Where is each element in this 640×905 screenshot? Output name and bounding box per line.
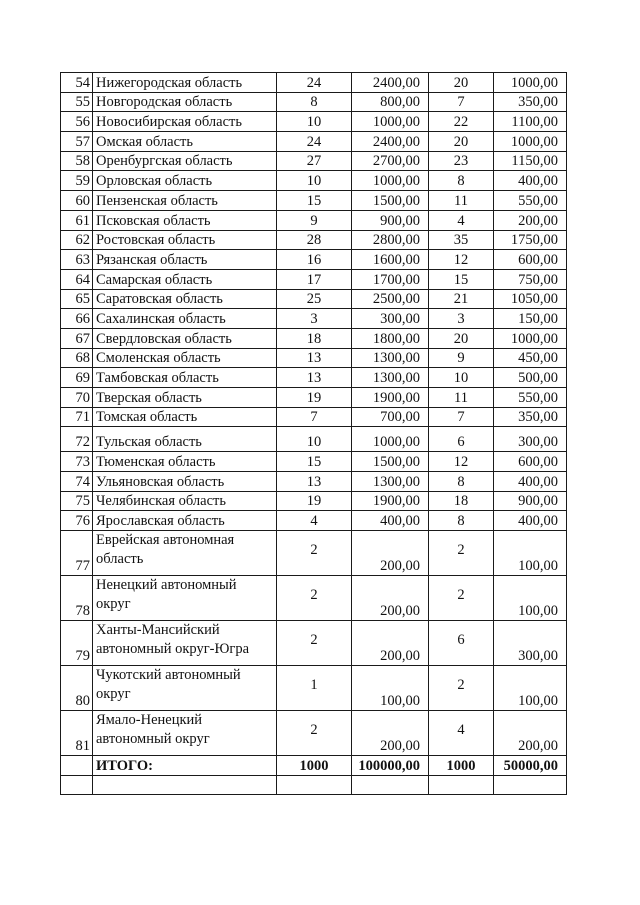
region-name: Челябинская область — [93, 491, 277, 511]
total-a: 1000 — [277, 756, 352, 776]
table-row — [61, 250, 567, 270]
value-a: 13 — [277, 472, 352, 492]
value-c: 10 — [429, 368, 494, 388]
row-number: 57 — [61, 132, 93, 152]
region-name: Нижегородская область — [93, 73, 277, 93]
value-a: 16 — [277, 250, 352, 270]
region-name: Омская область — [93, 132, 277, 152]
total-label: ИТОГО: — [93, 756, 277, 776]
row-number: 59 — [61, 171, 93, 191]
row-number: 54 — [61, 73, 93, 93]
value-d: 200,00 — [494, 711, 567, 756]
row-number: 75 — [61, 491, 93, 511]
row-number: 71 — [61, 407, 93, 427]
table-row — [61, 73, 567, 93]
total-row — [61, 756, 567, 776]
value-c: 3 — [429, 309, 494, 329]
value-a: 19 — [277, 491, 352, 511]
table-row — [61, 472, 567, 492]
value-a: 25 — [277, 289, 352, 309]
table-row — [61, 491, 567, 511]
table-row — [61, 666, 567, 711]
region-name: Рязанская область — [93, 250, 277, 270]
table-row — [61, 92, 567, 112]
value-d: 550,00 — [494, 388, 567, 408]
value-a: 15 — [277, 191, 352, 211]
value-b: 300,00 — [352, 309, 429, 329]
region-name: Новосибирская область — [93, 112, 277, 132]
value-b: 400,00 — [352, 511, 429, 531]
region-name: Ханты-Мансийский автономный округ-Югра — [93, 621, 277, 666]
value-c: 2 — [429, 666, 494, 711]
value-b: 1000,00 — [352, 112, 429, 132]
table-row — [61, 348, 567, 368]
value-b: 1500,00 — [352, 452, 429, 472]
table-row — [61, 171, 567, 191]
table-row — [61, 289, 567, 309]
value-c: 8 — [429, 472, 494, 492]
value-b: 1600,00 — [352, 250, 429, 270]
value-c: 15 — [429, 269, 494, 289]
table-row — [61, 230, 567, 250]
value-d: 400,00 — [494, 472, 567, 492]
table-row — [61, 191, 567, 211]
empty-cell — [277, 775, 352, 794]
region-name: Тульская область — [93, 427, 277, 452]
table-row — [61, 407, 567, 427]
value-d: 1100,00 — [494, 112, 567, 132]
value-d: 500,00 — [494, 368, 567, 388]
table-row — [61, 151, 567, 171]
value-c: 7 — [429, 92, 494, 112]
value-d: 900,00 — [494, 491, 567, 511]
value-b: 2400,00 — [352, 73, 429, 93]
total-c: 1000 — [429, 756, 494, 776]
value-b: 1800,00 — [352, 328, 429, 348]
value-b: 800,00 — [352, 92, 429, 112]
regions-table — [60, 72, 567, 795]
row-number: 68 — [61, 348, 93, 368]
value-d: 300,00 — [494, 427, 567, 452]
value-a: 3 — [277, 309, 352, 329]
value-b: 2700,00 — [352, 151, 429, 171]
value-b: 100,00 — [352, 666, 429, 711]
value-c: 2 — [429, 576, 494, 621]
value-b: 2500,00 — [352, 289, 429, 309]
row-number: 70 — [61, 388, 93, 408]
table-row — [61, 368, 567, 388]
region-name: Свердловская область — [93, 328, 277, 348]
value-c: 8 — [429, 171, 494, 191]
table-row — [61, 711, 567, 756]
table-row — [61, 388, 567, 408]
table-row — [61, 269, 567, 289]
region-name: Ямало-Ненецкий автономный округ — [93, 711, 277, 756]
value-c: 11 — [429, 191, 494, 211]
row-number: 58 — [61, 151, 93, 171]
row-number: 63 — [61, 250, 93, 270]
region-name: Самарская область — [93, 269, 277, 289]
value-d: 1000,00 — [494, 328, 567, 348]
table-row — [61, 210, 567, 230]
value-d: 100,00 — [494, 531, 567, 576]
row-number: 76 — [61, 511, 93, 531]
empty-row — [61, 775, 567, 794]
table-row — [61, 576, 567, 621]
region-name: Ненецкий автономный округ — [93, 576, 277, 621]
row-number: 67 — [61, 328, 93, 348]
total-d: 50000,00 — [494, 756, 567, 776]
value-d: 300,00 — [494, 621, 567, 666]
value-a: 1 — [277, 666, 352, 711]
region-name: Тверская область — [93, 388, 277, 408]
row-number: 77 — [61, 531, 93, 576]
value-d: 1750,00 — [494, 230, 567, 250]
value-b: 200,00 — [352, 576, 429, 621]
value-a: 8 — [277, 92, 352, 112]
value-d: 450,00 — [494, 348, 567, 368]
value-b: 1300,00 — [352, 348, 429, 368]
region-name: Саратовская область — [93, 289, 277, 309]
total-b: 100000,00 — [352, 756, 429, 776]
value-b: 1500,00 — [352, 191, 429, 211]
total-number — [61, 756, 93, 776]
value-b: 900,00 — [352, 210, 429, 230]
value-d: 1000,00 — [494, 73, 567, 93]
region-name: Ульяновская область — [93, 472, 277, 492]
table-row — [61, 511, 567, 531]
value-c: 18 — [429, 491, 494, 511]
row-number: 66 — [61, 309, 93, 329]
value-d: 600,00 — [494, 250, 567, 270]
value-c: 12 — [429, 452, 494, 472]
empty-cell — [352, 775, 429, 794]
region-name: Новгородская область — [93, 92, 277, 112]
empty-cell — [429, 775, 494, 794]
empty-cell — [494, 775, 567, 794]
table-row — [61, 309, 567, 329]
row-number: 56 — [61, 112, 93, 132]
value-d: 150,00 — [494, 309, 567, 329]
row-number: 73 — [61, 452, 93, 472]
value-a: 15 — [277, 452, 352, 472]
table-row — [61, 452, 567, 472]
row-number: 61 — [61, 210, 93, 230]
value-b: 2400,00 — [352, 132, 429, 152]
table-row — [61, 328, 567, 348]
value-a: 10 — [277, 427, 352, 452]
empty-cell — [61, 775, 93, 794]
table-row — [61, 427, 567, 452]
value-c: 4 — [429, 711, 494, 756]
value-d: 750,00 — [494, 269, 567, 289]
row-number: 64 — [61, 269, 93, 289]
value-c: 7 — [429, 407, 494, 427]
region-name: Еврейская автономная область — [93, 531, 277, 576]
value-a: 18 — [277, 328, 352, 348]
value-d: 1050,00 — [494, 289, 567, 309]
value-a: 27 — [277, 151, 352, 171]
region-name: Псковская область — [93, 210, 277, 230]
value-c: 4 — [429, 210, 494, 230]
region-name: Тюменская область — [93, 452, 277, 472]
value-c: 20 — [429, 328, 494, 348]
row-number: 81 — [61, 711, 93, 756]
value-a: 17 — [277, 269, 352, 289]
value-b: 1300,00 — [352, 472, 429, 492]
value-b: 2800,00 — [352, 230, 429, 250]
row-number: 72 — [61, 427, 93, 452]
value-a: 2 — [277, 576, 352, 621]
value-a: 13 — [277, 348, 352, 368]
value-b: 200,00 — [352, 711, 429, 756]
region-name: Пензенская область — [93, 191, 277, 211]
value-d: 100,00 — [494, 576, 567, 621]
value-c: 20 — [429, 73, 494, 93]
row-number: 74 — [61, 472, 93, 492]
region-name: Тамбовская область — [93, 368, 277, 388]
value-a: 2 — [277, 621, 352, 666]
value-d: 350,00 — [494, 407, 567, 427]
value-d: 550,00 — [494, 191, 567, 211]
value-a: 4 — [277, 511, 352, 531]
row-number: 60 — [61, 191, 93, 211]
value-d: 400,00 — [494, 171, 567, 191]
row-number: 65 — [61, 289, 93, 309]
value-c: 23 — [429, 151, 494, 171]
table-row — [61, 112, 567, 132]
value-b: 700,00 — [352, 407, 429, 427]
row-number: 69 — [61, 368, 93, 388]
row-number: 79 — [61, 621, 93, 666]
value-b: 1000,00 — [352, 171, 429, 191]
value-a: 2 — [277, 531, 352, 576]
value-b: 200,00 — [352, 531, 429, 576]
value-b: 1900,00 — [352, 491, 429, 511]
region-name: Чукотский автономный округ — [93, 666, 277, 711]
region-name: Орловская область — [93, 171, 277, 191]
value-c: 2 — [429, 531, 494, 576]
value-d: 600,00 — [494, 452, 567, 472]
value-d: 1150,00 — [494, 151, 567, 171]
value-c: 9 — [429, 348, 494, 368]
region-name: Ярославская область — [93, 511, 277, 531]
value-c: 35 — [429, 230, 494, 250]
value-c: 21 — [429, 289, 494, 309]
region-name: Сахалинская область — [93, 309, 277, 329]
value-a: 10 — [277, 112, 352, 132]
value-a: 10 — [277, 171, 352, 191]
value-d: 200,00 — [494, 210, 567, 230]
table-body — [61, 73, 567, 795]
value-a: 13 — [277, 368, 352, 388]
value-d: 100,00 — [494, 666, 567, 711]
value-b: 1000,00 — [352, 427, 429, 452]
region-name: Смоленская область — [93, 348, 277, 368]
row-number: 80 — [61, 666, 93, 711]
value-c: 11 — [429, 388, 494, 408]
table-row — [61, 531, 567, 576]
empty-cell — [93, 775, 277, 794]
value-a: 19 — [277, 388, 352, 408]
value-c: 22 — [429, 112, 494, 132]
value-c: 12 — [429, 250, 494, 270]
value-b: 1300,00 — [352, 368, 429, 388]
row-number: 55 — [61, 92, 93, 112]
value-b: 1900,00 — [352, 388, 429, 408]
value-a: 24 — [277, 73, 352, 93]
value-d: 350,00 — [494, 92, 567, 112]
value-c: 6 — [429, 621, 494, 666]
table-row — [61, 621, 567, 666]
value-c: 8 — [429, 511, 494, 531]
value-a: 2 — [277, 711, 352, 756]
region-name: Оренбургская область — [93, 151, 277, 171]
row-number: 62 — [61, 230, 93, 250]
value-b: 1700,00 — [352, 269, 429, 289]
value-a: 9 — [277, 210, 352, 230]
row-number: 78 — [61, 576, 93, 621]
value-a: 28 — [277, 230, 352, 250]
value-d: 400,00 — [494, 511, 567, 531]
value-a: 7 — [277, 407, 352, 427]
table-row — [61, 132, 567, 152]
value-d: 1000,00 — [494, 132, 567, 152]
value-c: 20 — [429, 132, 494, 152]
region-name: Ростовская область — [93, 230, 277, 250]
value-c: 6 — [429, 427, 494, 452]
value-b: 200,00 — [352, 621, 429, 666]
region-name: Томская область — [93, 407, 277, 427]
value-a: 24 — [277, 132, 352, 152]
